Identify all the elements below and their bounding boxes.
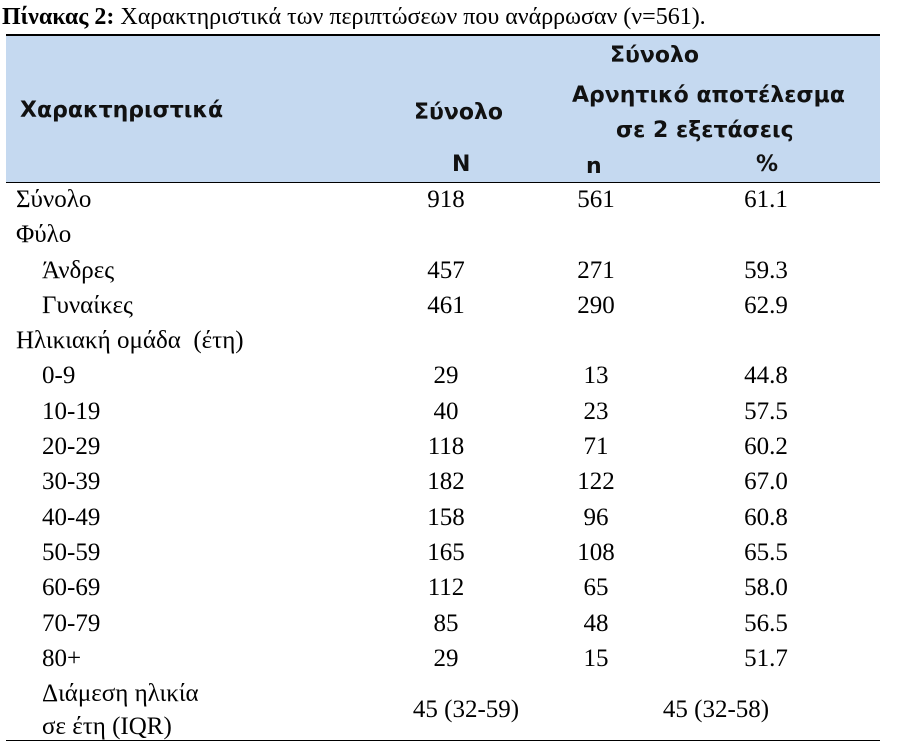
cell-n: 65 [583, 574, 609, 602]
cell-n: 96 [583, 503, 609, 531]
header-group-total: Σύνολο [610, 43, 700, 68]
cell-n: 23 [583, 397, 609, 425]
header-col-n: n [586, 154, 602, 179]
cell-pct: 60.8 [744, 503, 788, 531]
row-label: 40-49 [42, 503, 101, 531]
cell-N: 118 [427, 433, 465, 461]
table-row [6, 535, 880, 570]
table-body [6, 182, 880, 742]
cell-n: 290 [577, 291, 615, 319]
cell-n: 15 [583, 644, 609, 672]
table-row [6, 464, 880, 499]
table-row [6, 500, 880, 535]
table-row [6, 358, 880, 393]
row-label: Γυναίκες [42, 291, 133, 319]
table-row [6, 253, 880, 288]
cell-pct: 58.0 [744, 574, 788, 602]
cell-n: 13 [583, 362, 609, 390]
header-characteristics: Χαρακτηριστικά [20, 98, 224, 123]
cell-N: 85 [433, 609, 459, 637]
row-label: 0-9 [42, 362, 76, 390]
cell-pct: 62.9 [744, 291, 788, 319]
row-label: 30-39 [42, 468, 101, 496]
header-group-line2: σε 2 εξετάσεις [616, 118, 794, 143]
row-label: Σύνολο [16, 186, 92, 213]
cell-N: 112 [427, 574, 465, 602]
cell-N: 165 [427, 538, 465, 566]
table-row [6, 606, 880, 641]
median-label-line1: Διάμεση ηλικία [42, 680, 199, 708]
median-label-line2: σε έτη (IQR) [42, 713, 172, 741]
header-total: Σύνολο [414, 100, 504, 125]
header-col-pct: % [756, 152, 779, 177]
header-group-line1: Αρνητικό αποτέλεσμα [572, 83, 845, 108]
cell-N: 182 [427, 468, 465, 496]
table-header [6, 34, 880, 183]
cell-N: 29 [433, 362, 459, 390]
cell-n: 561 [577, 186, 615, 213]
caption-label: Πίνακας 2: [2, 4, 115, 30]
header-col-N: N [452, 152, 471, 177]
row-label: Άνδρες [42, 256, 115, 284]
cell-pct: 61.1 [744, 186, 788, 213]
cell-pct: 65.5 [744, 538, 788, 566]
cell-N: 158 [427, 503, 465, 531]
cell-N: 29 [433, 644, 459, 672]
median-negative-value: 45 (32-58) [662, 696, 770, 724]
cell-N: 461 [427, 291, 465, 319]
table-row [6, 429, 880, 464]
median-total-value: 45 (32-59) [412, 696, 520, 724]
table-row [6, 641, 880, 676]
table-row [6, 570, 880, 605]
row-label: 80+ [42, 644, 82, 672]
cell-pct: 59.3 [744, 256, 788, 284]
row-label: Φύλο [16, 221, 72, 249]
row-label: Ηλικιακή ομάδα (έτη) [16, 327, 244, 355]
table-caption [2, 2, 706, 32]
table-bottom-rule [6, 740, 880, 741]
row-label: 50-59 [42, 538, 101, 566]
cell-n: 48 [583, 609, 609, 637]
cell-n: 71 [583, 433, 609, 461]
cell-N: 918 [427, 186, 465, 213]
row-label: 60-69 [42, 574, 101, 602]
cell-n: 108 [577, 538, 615, 566]
cell-pct: 67.0 [744, 468, 788, 496]
cell-n: 122 [577, 468, 615, 496]
cell-pct: 60.2 [744, 433, 788, 461]
cell-pct: 51.7 [744, 644, 788, 672]
table-row [6, 217, 880, 252]
cell-n: 271 [577, 256, 615, 284]
table-row [6, 182, 880, 217]
row-label: 70-79 [42, 609, 101, 637]
cell-N: 40 [433, 397, 459, 425]
table-row [6, 288, 880, 323]
row-label: 20-29 [42, 433, 101, 461]
table-row [6, 394, 880, 429]
cell-N: 457 [427, 256, 465, 284]
cell-pct: 44.8 [744, 362, 788, 390]
cell-pct: 57.5 [744, 397, 788, 425]
cell-pct: 56.5 [744, 609, 788, 637]
table-row [6, 323, 880, 358]
median-age-row [6, 676, 880, 742]
row-label: 10-19 [42, 397, 101, 425]
caption-text: Χαρακτηριστικά των περιπτώσεων που ανάρρωσαν (ν=561). [120, 4, 706, 30]
